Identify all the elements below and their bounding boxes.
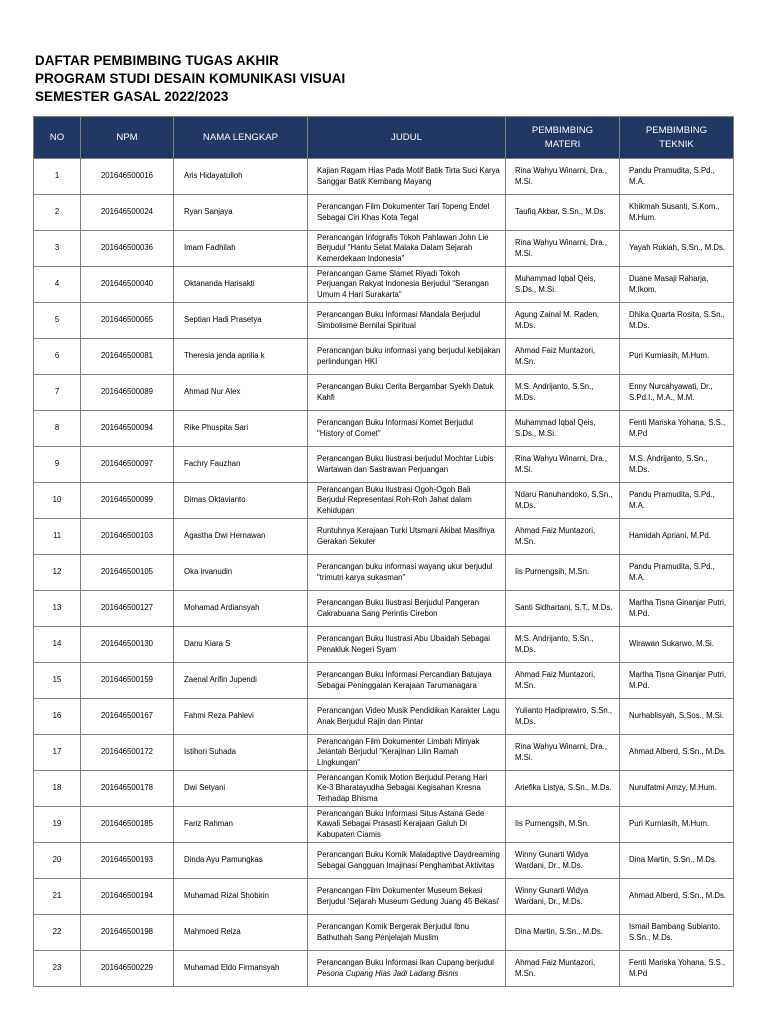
cell-npm: 201646500193 (81, 843, 174, 879)
cell-npm: 201646500024 (81, 195, 174, 231)
cell-no: 17 (34, 735, 81, 771)
cell-npm: 201646500127 (81, 591, 174, 627)
cell-pembimbing-materi: Muhammad Iqbal Qeis, S.Ds., M.Si. (506, 411, 620, 447)
cell-nama: Theresia jenda aprilia k (174, 339, 308, 375)
cell-judul: Perancangan Game Slamet Riyadi Tokoh Perjuangan Rakyat Indonesia Berjudul "Serangan Umum 4 Hari Surakarta" (308, 267, 506, 303)
cell-pembimbing-teknik: Pandu Pramudita, S.Pd., M.A. (620, 483, 734, 519)
cell-npm: 201646500105 (81, 555, 174, 591)
cell-pembimbing-teknik: M.S. Andrijanto, S.Sn., M.Ds. (620, 447, 734, 483)
header-judul: JUDUL (308, 117, 506, 159)
cell-npm: 201646500178 (81, 771, 174, 807)
cell-pembimbing-teknik: Pandu Pramudita, S.Pd., M.A. (620, 159, 734, 195)
cell-pembimbing-teknik: Ahmad Alberd, S.Sn., M.Ds. (620, 879, 734, 915)
cell-nama: Oktananda Harisakti (174, 267, 308, 303)
cell-nama: Agastha Dwi Hernawan (174, 519, 308, 555)
table-row (34, 267, 734, 303)
cell-nama: Muhamad Rizal Shobirin (174, 879, 308, 915)
cell-no: 19 (34, 807, 81, 843)
cell-pembimbing-teknik: Wirawan Sukarwo, M.Si. (620, 627, 734, 663)
cell-judul: Perancangan Buku Informasi Mandala Berjudul Simbolisme Bernilai Spiritual (308, 303, 506, 339)
table-row (34, 231, 734, 267)
cell-no: 20 (34, 843, 81, 879)
cell-pembimbing-teknik: Dina Martin, S.Sn., M.Ds. (620, 843, 734, 879)
cell-no: 18 (34, 771, 81, 807)
table-row (34, 627, 734, 663)
cell-pembimbing-materi: M.S. Andrijanto, S.Sn., M.Ds. (506, 627, 620, 663)
cell-pembimbing-materi: Ahmad Faiz Muntazori, M.Sn. (506, 519, 620, 555)
cell-judul: Runtuhnya Kerajaan Turki Utsmani Akibat Masifnya Gerakan Sekuler (308, 519, 506, 555)
cell-judul: Perancangan Film Dokumenter Limbah Minyak Jelantah Berjudul "Kerajinan Lilin Ramah Lingkungan" (308, 735, 506, 771)
cell-npm: 201646500040 (81, 267, 174, 303)
cell-pembimbing-materi: Ndaru Ranuhandoko, S.Sn., M.Ds. (506, 483, 620, 519)
title-line-1: DAFTAR PEMBIMBING TUGAS AKHIR (35, 53, 279, 68)
cell-nama: Mahmoed Reiza (174, 915, 308, 951)
cell-pembimbing-teknik: Enny Nurcahyawati, Dr., S.Pd.I., M.A., M.M. (620, 375, 734, 411)
cell-nama: Istihori Suhada (174, 735, 308, 771)
header-nama: NAMA LENGKAP (174, 117, 308, 159)
header-materi-line-2: MATERI (544, 138, 581, 150)
cell-no: 15 (34, 663, 81, 699)
table-row (34, 195, 734, 231)
cell-judul-italic-text: Pesona Cupang Hias Jadi Ladang Bisnis (317, 968, 459, 978)
cell-nama: Ahmad Nur Alex (174, 375, 308, 411)
cell-pembimbing-materi: Ahmad Faiz Muntazori, M.Sn. (506, 951, 620, 987)
cell-no: 5 (34, 303, 81, 339)
header-pembimbing-materi (506, 117, 620, 159)
cell-nama: Fahmi Reza Pahlevi (174, 699, 308, 735)
header-pembimbing-teknik (620, 117, 734, 159)
cell-pembimbing-teknik: Puri Kurniasih, M.Hum. (620, 807, 734, 843)
cell-pembimbing-teknik: Martha Tisna Ginanjar Putri, M.Pd. (620, 663, 734, 699)
cell-nama: Oka irvanudin (174, 555, 308, 591)
cell-pembimbing-materi: Rina Wahyu Winarni, Dra., M.Si. (506, 159, 620, 195)
cell-npm: 201646500094 (81, 411, 174, 447)
cell-pembimbing-materi: M.S. Andrijanto, S.Sn., M.Ds. (506, 375, 620, 411)
cell-judul: Perancangan Film Dokumenter Museum Bekasi Berjudul 'Sejarah Museum Gedung Juang 45 Bekasi' (308, 879, 506, 915)
cell-nama: Danu Kiara S (174, 627, 308, 663)
cell-pembimbing-materi: Winny Gunarti Widya Wardani, Dr., M.Ds. (506, 843, 620, 879)
cell-no: 1 (34, 159, 81, 195)
table-row (34, 771, 734, 807)
title-line-3: SEMESTER GASAL 2022/2023 (35, 89, 229, 104)
cell-npm: 201646500185 (81, 807, 174, 843)
cell-judul: Perancangan buku informasi wayang ukur berjudul "trimutri karya sukasman" (308, 555, 506, 591)
cell-pembimbing-teknik: Martha Tisna Ginanjar Putri, M.Pd. (620, 591, 734, 627)
supervisor-table (33, 116, 734, 987)
table-row (34, 951, 734, 987)
cell-npm: 201646500089 (81, 375, 174, 411)
cell-no: 6 (34, 339, 81, 375)
table-row (34, 555, 734, 591)
cell-judul: Kajian Ragam Hias Pada Motif Batik Tirta Suci Karya Sanggar Batik Kembang Mayang (308, 159, 506, 195)
title-line-2: PROGRAM STUDI DESAIN KOMUNIKASI VISUAI (35, 71, 346, 86)
cell-no: 10 (34, 483, 81, 519)
header-npm: NPM (81, 117, 174, 159)
table-row (34, 411, 734, 447)
cell-nama: Muhamad Eldo Firmansyah (174, 951, 308, 987)
cell-pembimbing-materi: Yulianto Hadiprawiro, S.Sn., M.Ds. (506, 699, 620, 735)
cell-pembimbing-materi: Ahmad Faiz Muntazori, M.Sn. (506, 339, 620, 375)
cell-pembimbing-materi: Ariefika Listya, S.Sn., M.Ds. (506, 771, 620, 807)
cell-pembimbing-materi: Rina Wahyu Winarni, Dra., M.Si. (506, 735, 620, 771)
cell-nama: Dwi Setyani (174, 771, 308, 807)
table-row (34, 375, 734, 411)
cell-npm: 201646500016 (81, 159, 174, 195)
cell-judul: Perancangan Buku Komik Maladaptive Daydreaming Sebagai Gangguan Imajinasi Penghambat Aktivitas (308, 843, 506, 879)
cell-pembimbing-teknik: Duane Masaji Raharja, M.Ikom. (620, 267, 734, 303)
cell-judul: Perancangan Buku Informasi Percandian Batujaya Sebagai Peninggalan Kerajaan Tarumanagara (308, 663, 506, 699)
table-row (34, 663, 734, 699)
cell-nama: Fariz Rahman (174, 807, 308, 843)
cell-no: 16 (34, 699, 81, 735)
cell-npm: 201646500172 (81, 735, 174, 771)
cell-pembimbing-teknik: Nurhablisyah, S.Sos., M.Si. (620, 699, 734, 735)
cell-no: 12 (34, 555, 81, 591)
cell-npm: 201646500229 (81, 951, 174, 987)
cell-pembimbing-materi: Iis Purnengsih, M.Sn. (506, 555, 620, 591)
cell-npm: 201646500167 (81, 699, 174, 735)
cell-pembimbing-teknik: Nurulfatmi Amzy, M.Hum. (620, 771, 734, 807)
cell-no: 22 (34, 915, 81, 951)
cell-npm: 201646500130 (81, 627, 174, 663)
cell-npm: 201646500065 (81, 303, 174, 339)
table-row (34, 159, 734, 195)
cell-nama: Rike Phuspita Sari (174, 411, 308, 447)
table-row (34, 591, 734, 627)
cell-pembimbing-teknik: Yayah Rukiah, S.Sn., M.Ds. (620, 231, 734, 267)
cell-judul: Perancangan Buku Informasi Situs Astana Gede Kawali Sebagai Prasasti Kerajaan Galuh Di Kabupaten Ciamis (308, 807, 506, 843)
header-teknik-line-2: TEKNIK (659, 138, 694, 150)
cell-nama: Dimas Oktavianto (174, 483, 308, 519)
cell-pembimbing-teknik: Ismail Bambang Subianto, S.Sn., M.Ds. (620, 915, 734, 951)
table-row (34, 735, 734, 771)
cell-judul-text: Perancangan Buku Informasi Ikan Cupang berjudul (317, 957, 494, 967)
cell-no: 3 (34, 231, 81, 267)
cell-judul: Perancangan buku informasi yang berjudul kebijakan perlindungan HKI (308, 339, 506, 375)
cell-pembimbing-materi: Rina Wahyu Winarni, Dra., M.Si. (506, 231, 620, 267)
table-row (34, 483, 734, 519)
cell-judul: Perancangan Film Dokumenter Tari Topeng Endel Sebagai Ciri Khas Kota Tegal (308, 195, 506, 231)
cell-pembimbing-teknik: Pandu Pramudita, S.Pd., M.A. (620, 555, 734, 591)
cell-no: 21 (34, 879, 81, 915)
cell-nama: Aris Hidayatulloh (174, 159, 308, 195)
table-row (34, 915, 734, 951)
cell-npm: 201646500097 (81, 447, 174, 483)
cell-nama: Septian Hadi Prasetya (174, 303, 308, 339)
cell-pembimbing-materi: Rina Wahyu Winarni, Dra., M.Si. (506, 447, 620, 483)
header-teknik-line-1: PEMBIMBING (645, 124, 708, 136)
cell-nama: Zaenal Arifin Jupendi (174, 663, 308, 699)
table-row (34, 339, 734, 375)
table-row (34, 519, 734, 555)
cell-pembimbing-materi: Santi Sidhartani, S.T., M.Ds. (506, 591, 620, 627)
cell-no: 13 (34, 591, 81, 627)
cell-pembimbing-materi: Winny Gunarti Widya Wardani, Dr., M.Ds. (506, 879, 620, 915)
cell-nama: Ryan Sanjaya (174, 195, 308, 231)
table-row (34, 879, 734, 915)
table-header-row (34, 117, 734, 159)
cell-npm: 201646500036 (81, 231, 174, 267)
cell-pembimbing-materi: Ahmad Faiz Muntazori, M.Sn. (506, 663, 620, 699)
cell-judul: Perancangan Komik Bergerak Berjudul Ibnu Bathuthah Sang Penjelajah Muslim (308, 915, 506, 951)
cell-judul: Perancangan Buku Ilustrasi Berjudul Pangeran Cakrabuana Sang Perintis Cirebon (308, 591, 506, 627)
cell-npm: 201646500198 (81, 915, 174, 951)
cell-npm: 201646500103 (81, 519, 174, 555)
cell-nama: Dinda Ayu Pamungkas (174, 843, 308, 879)
cell-npm: 201646500194 (81, 879, 174, 915)
cell-pembimbing-teknik: Khikmah Susanti, S.Kom., M.Hum. (620, 195, 734, 231)
header-materi-line-1: PEMBIMBING (531, 124, 594, 136)
cell-no: 7 (34, 375, 81, 411)
table-row (34, 843, 734, 879)
cell-judul: Perancangan Buku Ilustrasi Abu Ubaidah Sebagai Penakluk Negeri Syam (308, 627, 506, 663)
cell-pembimbing-teknik: Hamidah Apriani, M.Pd. (620, 519, 734, 555)
cell-no: 23 (34, 951, 81, 987)
cell-pembimbing-teknik: Fenti Mariska Yohana, S.S., M.Pd (620, 411, 734, 447)
cell-pembimbing-teknik: Puri Kurniasih, M.Hum. (620, 339, 734, 375)
cell-judul: Perancangan Buku Ilustrasi Ogoh-Ogoh Bali Berjudul Representasi Roh-Roh Jahat dalam Kehidupan (308, 483, 506, 519)
cell-no: 2 (34, 195, 81, 231)
cell-nama: Mohamad Ardiansyah (174, 591, 308, 627)
cell-pembimbing-materi: Agung Zainal M. Raden, M.Ds. (506, 303, 620, 339)
table-row (34, 447, 734, 483)
cell-judul: Perancangan Infografis Tokoh Pahlawan John Lie Berjudul "Hantu Selat Malaka Dalam Sejarah Kemerdekaan Indonesia" (308, 231, 506, 267)
cell-npm: 201646500081 (81, 339, 174, 375)
table-row (34, 303, 734, 339)
cell-judul: Perancangan Buku Ilustrasi berjudul Mochtar Lubis Wartawan dan Sastrawan Perjuangan (308, 447, 506, 483)
header-no: NO (34, 117, 81, 159)
cell-judul: Perancangan Video Musik Pendidikan Karakter Lagu Anak Berjudul Rajin dan Pintar (308, 699, 506, 735)
cell-judul: Perancangan Komik Motion Berjudul Perang Hari Ke-3 Bharatayudha Sebagai Kegisahan Kresna Terhadap Bhisma (308, 771, 506, 807)
cell-no: 8 (34, 411, 81, 447)
table-row (34, 807, 734, 843)
cell-pembimbing-materi: Taufiq Akbar, S.Sn., M.Ds. (506, 195, 620, 231)
cell-no: 11 (34, 519, 81, 555)
cell-no: 9 (34, 447, 81, 483)
cell-nama: Fachry Fauzhan (174, 447, 308, 483)
document-title (35, 52, 345, 106)
cell-no: 4 (34, 267, 81, 303)
cell-pembimbing-materi: Iis Purnengsih, M.Sn. (506, 807, 620, 843)
table-body (34, 159, 734, 987)
cell-no: 14 (34, 627, 81, 663)
cell-npm: 201646500159 (81, 663, 174, 699)
cell-pembimbing-materi: Dina Martin, S.Sn., M.Ds. (506, 915, 620, 951)
cell-judul: Perancangan Buku Cerita Bergambar Syekh Datuk Kahfi (308, 375, 506, 411)
cell-npm: 201646500099 (81, 483, 174, 519)
cell-pembimbing-teknik: Fenti Mariska Yohana, S.S., M.Pd (620, 951, 734, 987)
cell-judul: Perancangan Buku Informasi Komet Berjudul "History of Comet" (308, 411, 506, 447)
cell-pembimbing-teknik: Ahmad Alberd, S.Sn., M.Ds. (620, 735, 734, 771)
table-row (34, 699, 734, 735)
cell-pembimbing-teknik: Dhika Quarta Rosita, S.Sn., M.Ds. (620, 303, 734, 339)
cell-pembimbing-materi: Muhammad Iqbal Qeis, S.Ds., M.Si. (506, 267, 620, 303)
cell-judul (308, 951, 506, 987)
cell-nama: Imam Fadhilah (174, 231, 308, 267)
